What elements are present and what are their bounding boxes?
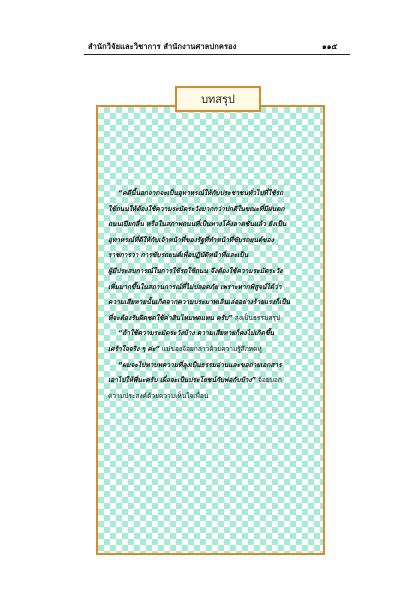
quoted-text: “ถ้าใช้ความระมัดระวังบ้าง ความเสียหายก็คงไม่เกิดขึ้น [118,329,274,338]
text-line [108,202,318,218]
text-line [108,264,318,280]
quoted-text: “ผมจะไปหาบทความที่ลุงเป็นธรรมอ่านและขอถ่ายเอกสาร [118,360,282,369]
header-title: สำนักวิจัยและวิชาการ สำนักงานศาลปกครอง [88,42,237,51]
section-title: บทสรุป [175,86,261,112]
text-line [108,358,318,374]
text-line [108,311,318,327]
body-text [108,186,318,404]
quoted-text: ราชการว่า การขับรถยนต์เพื่อปฏิบัติหน้าที่และเป็น [108,251,249,260]
quoted-text: “คดีนี้นอกจากจะเป็นอุทาหรณ์ให้กับประชาชนทั่วไปที่ใช้รถ [118,189,284,197]
narration-text: จ้อยบอก [255,376,282,385]
text-line [108,186,318,202]
text-line [108,248,318,264]
text-line [108,342,318,358]
text-line [108,233,318,249]
quoted-text: เอาไปให้พี่นะครับ เผื่อจะเป็นประโยชน์กับพ่อกับบ้าง” [108,376,256,385]
quoted-text: ถนนเปียกลื่น หรือในสภาพถนนที่เป็นทางโค้งลาดชันแล้ว ยังเป็น [108,220,287,229]
quoted-text: ที่จะต้องรับผิดชดใช้ค่าสินไหมทดแทน ครับ” [108,313,233,322]
text-line [108,373,318,389]
narration-text: ความประสงค์ด้วยความเห็นใจเพื่อน [108,391,209,400]
quoted-text: ผู้มีประสบการณ์ในการใช้รถใช้ถนน จึงต้องใช้ความระมัดระวัง [108,266,283,275]
header-rule [84,54,350,55]
quoted-text: เศร้าใจจริง ๆ ค่ะ” [108,344,160,353]
text-line [108,389,318,405]
text-line [108,295,318,311]
narration-text: ลุงเป็นธรรมสรุป [232,313,281,322]
text-line [108,280,318,296]
quoted-text: ความเสียหายนั้นเกิดจากความประมาทเลินเล่ออย่างร้ายแรงก็เป็น [108,298,291,307]
text-line [108,326,318,342]
quoted-text: อุทาหรณ์ที่ดีให้กับเจ้าหน้าที่ของรัฐที่ทำหน้าที่ขับรถยนต์ของ [108,235,274,244]
page-number: ๑๑๕ [322,42,338,51]
quoted-text: ใช้ถนนให้ต้องใช้ความระมัดระวังมากกว่าปกติในขณะที่มีฝนตก [108,204,285,213]
narration-text: แม่ของจ้อยกล่าวด้วยความรู้สึกหดหู่ [159,344,262,353]
quoted-text: เพิ่มมากขึ้นในสถานการณ์ที่ไม่ปลอดภัย เพราะหากพิสูจน์ได้ว่า [108,282,282,291]
text-line [108,217,318,233]
